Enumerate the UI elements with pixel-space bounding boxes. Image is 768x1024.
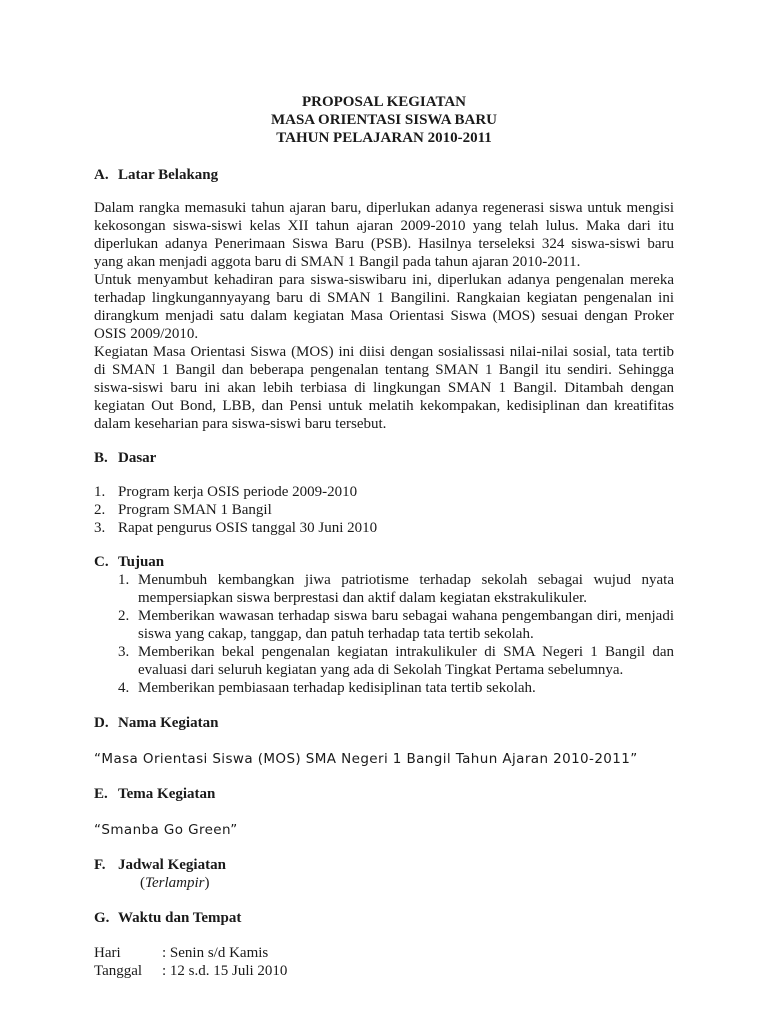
section-b-list [94,483,674,537]
section-a-letter: A. [94,167,109,183]
list-text: Menumbuh kembangkan jiwa patriotisme terhadap sekolah sebagai wujud nyata mempersiapkan siswa berprestasi dan aktif dalam kegiatan ekstrakulikuler. [138,572,674,606]
title-line-2: MASA ORIENTASI SISWA BARU [270,112,498,128]
list-number: 3. [94,520,106,536]
section-c-list [118,571,674,697]
paragraph: Kegiatan Masa Orientasi Siswa (MOS) ini diisi dengan sosialissasi nilai-nilai sosial, tata tertib di SMAN 1 Bangil dan beberapa pengenalan tentang SMAN 1 Bangil itu sendiri. Sehingga siswa-siswi baru ini akan lebih terbiasa di lingkungan SMAN 1 Bangil. Ditambah dengan kegiatan Out Bond, LBB, dan Pensi untuk melatih kekompakan, kedisiplinan dan kreatifitas dalam keseharian para siswa-siswi baru tersebut. [94,344,674,432]
section-a-heading [94,166,218,184]
list-text: Memberikan pembiasaan terhadap kedisiplinan tata tertib sekolah. [138,680,536,696]
schedule-note-text: Terlampir [145,875,205,891]
paragraph: Untuk menyambut kehadiran para siswa-siswibaru ini, diperlukan adanya pengenalan mereka terhadap lingkungannyayang baru di SMAN 1 Bangilini. Rangkaian kegiatan pengenalan ini dirangkum menjadi satu dalam kegiatan Masa Orientasi Siswa (MOS) sesuai dengan Proker OSIS 2009/2010. [94,272,674,342]
open-paren: ( [140,875,145,891]
section-b-heading [94,449,156,467]
list-item [118,607,674,643]
list-number: 2. [118,608,130,624]
section-a-title: Latar Belakang [118,167,219,183]
time-row-date [94,962,287,980]
list-item [118,679,674,697]
section-f-heading [94,856,226,874]
list-number: 3. [118,644,130,660]
activity-theme: “Smanba Go Green” [94,822,238,838]
title-line-3: TAHUN PELAJARAN 2010-2011 [276,130,492,146]
time-row-day [94,944,268,962]
list-text: Program kerja OSIS periode 2009-2010 [118,484,358,500]
row-label: Hari [94,945,121,961]
section-e-title: Tema Kegiatan [118,786,216,802]
section-d-heading [94,714,218,732]
section-b-title: Dasar [118,450,157,466]
section-e-heading [94,785,215,803]
list-number: 1. [94,484,106,500]
section-c-heading [94,553,164,571]
list-item [94,519,674,537]
section-c-letter: C. [94,554,109,570]
row-label: Tanggal [94,963,143,979]
section-f-title: Jadwal Kegiatan [118,857,226,873]
paragraph: Dalam rangka memasuki tahun ajaran baru, diperlukan adanya regenerasi siswa untuk mengisi kekosongan siswa-siswi kelas XII tahun ajaran 2009-2010 yang telah lulus. Maka dari itu diperlukan adanya Penerimaan Siswa Baru (PSB). Hasilnya terseleksi 324 siswa-siswi baru yang akan menjadi aggota baru di SMAN 1 Bangil pada tahun ajaran 2010-2011. [94,200,674,270]
title-line-1: PROPOSAL KEGIATAN [301,94,467,110]
list-number: 1. [118,572,130,588]
section-c-title: Tujuan [118,554,165,570]
list-text: Rapat pengurus OSIS tanggal 30 Juni 2010 [118,520,378,536]
list-number: 2. [94,502,106,518]
schedule-note [140,874,209,892]
list-text: Memberikan wawasan terhadap siswa baru sebagai wahana pengembangan diri, menjadi siswa yang cakap, tanggap, dan patuh terhadap tata tertib sekolah. [138,608,674,642]
list-text: Program SMAN 1 Bangil [118,502,272,518]
section-e-letter: E. [94,786,108,802]
section-g-title: Waktu dan Tempat [118,910,242,926]
list-number: 4. [118,680,130,696]
section-b-letter: B. [94,450,108,466]
row-value: : Senin s/d Kamis [162,945,269,961]
list-item [94,483,674,501]
section-d-letter: D. [94,715,109,731]
section-f-letter: F. [94,857,106,873]
list-item [118,643,674,679]
row-value: : 12 s.d. 15 Juli 2010 [162,963,288,979]
list-text: Memberikan bekal pengenalan kegiatan intrakulikuler di SMA Negeri 1 Bangil dan evaluasi dari seluruh kegiatan yang ada di Sekolah Tingkat Pertama sebelumnya. [138,644,674,678]
section-d-title: Nama Kegiatan [118,715,219,731]
section-a-body [94,199,674,433]
list-item [118,571,674,607]
close-paren: ) [204,875,210,891]
section-g-heading [94,909,241,927]
section-g-letter: G. [94,910,110,926]
list-item [94,501,674,519]
activity-name: “Masa Orientasi Siswa (MOS) SMA Negeri 1 Bangil Tahun Ajaran 2010-2011” [94,751,638,767]
